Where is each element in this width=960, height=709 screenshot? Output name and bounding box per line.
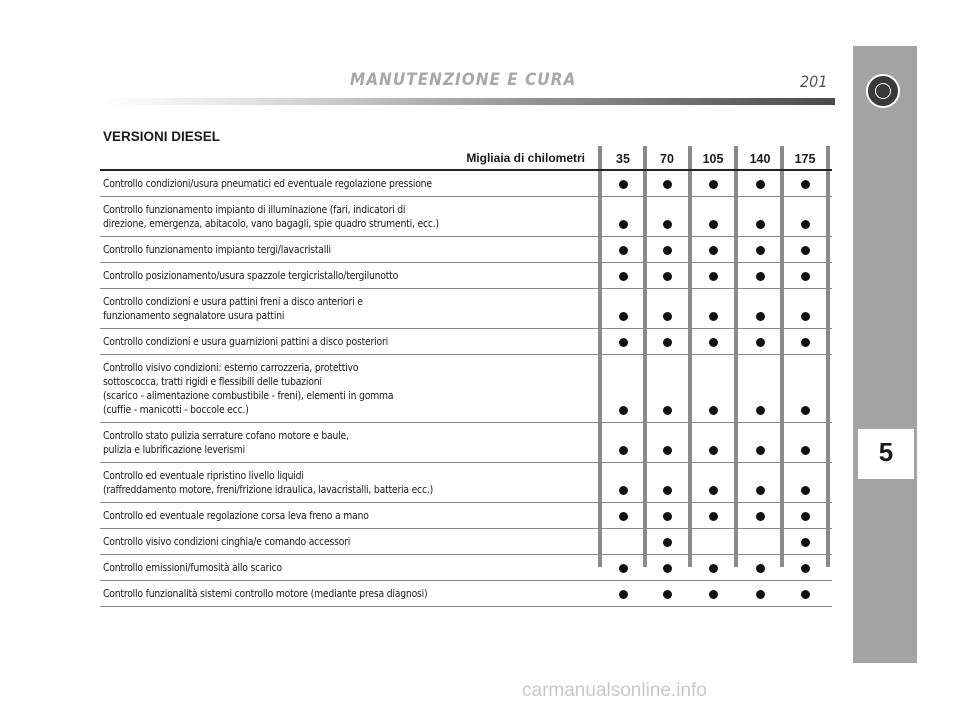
- service-mark-175: [801, 338, 810, 347]
- chapter-side-tab: [853, 46, 917, 663]
- km-column-35: 35: [616, 152, 630, 166]
- service-mark-105: [709, 246, 718, 255]
- header-rule: [100, 98, 835, 105]
- service-mark-175: [801, 486, 810, 495]
- service-mark-105: [709, 220, 718, 229]
- service-mark-105: [709, 312, 718, 321]
- row-description: (cuffie - manicotti - boccole ecc.): [103, 404, 249, 416]
- row-description: Controllo visivo condizioni cinghia/e comando accessori: [103, 536, 351, 548]
- service-mark-140: [756, 220, 765, 229]
- row-description: Controllo emissioni/fumosità allo scarico: [103, 562, 282, 574]
- service-mark-105: [709, 486, 718, 495]
- row-description: Controllo condizioni e usura guarnizioni pattini a disco posteriori: [103, 336, 388, 348]
- row-description: Controllo condizioni/usura pneumatici ed eventuale regolazione pressione: [103, 178, 432, 190]
- page-number: 201: [800, 72, 828, 91]
- service-mark-70: [663, 338, 672, 347]
- service-mark-175: [801, 590, 810, 599]
- row-separator: [100, 606, 832, 607]
- row-description: Controllo ed eventuale ripristino livello liquidi: [103, 470, 304, 482]
- service-mark-35: [619, 564, 628, 573]
- km-column-70: 70: [660, 152, 674, 166]
- service-mark-140: [756, 338, 765, 347]
- section-title: VERSIONI DIESEL: [103, 129, 221, 144]
- service-mark-175: [801, 180, 810, 189]
- row-description: (raffreddamento motore, freni/frizione idraulica, lavacristalli, batteria ecc.): [103, 484, 434, 496]
- row-description: Controllo funzionamento impianto di illuminazione (fari, indicatori di: [103, 204, 406, 216]
- table-header-rule: [100, 169, 832, 171]
- row-description: sottoscocca, tratti rigidi e flessibili delle tubazioni: [103, 376, 322, 388]
- row-description: Controllo posizionamento/usura spazzole tergicristallo/tergilunotto: [103, 270, 399, 282]
- service-mark-140: [756, 512, 765, 521]
- row-description: (scarico - alimentazione combustibile - freni), elementi in gomma: [103, 390, 394, 402]
- service-mark-70: [663, 406, 672, 415]
- service-mark-70: [663, 486, 672, 495]
- row-description: Controllo condizioni e usura pattini freni a disco anteriori e: [103, 296, 363, 308]
- service-mark-175: [801, 538, 810, 547]
- service-mark-140: [756, 312, 765, 321]
- row-description: Controllo funzionamento impianto tergi/lavacristalli: [103, 244, 331, 256]
- row-separator: [100, 528, 832, 529]
- service-mark-105: [709, 512, 718, 521]
- column-divider: [734, 146, 738, 567]
- service-mark-70: [663, 220, 672, 229]
- chapter-number: 5: [878, 437, 894, 467]
- service-mark-35: [619, 246, 628, 255]
- service-mark-70: [663, 246, 672, 255]
- service-mark-140: [756, 246, 765, 255]
- row-description: pulizia e lubrificazione leverismi: [103, 444, 245, 456]
- row-separator: [100, 462, 832, 463]
- row-separator: [100, 580, 832, 581]
- watermark: carmanualsonline.info: [522, 680, 707, 701]
- column-divider: [598, 146, 602, 567]
- service-mark-35: [619, 512, 628, 521]
- service-mark-35: [619, 220, 628, 229]
- row-separator: [100, 288, 832, 289]
- service-mark-140: [756, 564, 765, 573]
- row-separator: [100, 196, 832, 197]
- chapter-box: [858, 429, 914, 479]
- row-description: funzionamento segnalatore usura pattini: [103, 310, 285, 322]
- service-mark-140: [756, 486, 765, 495]
- service-mark-175: [801, 446, 810, 455]
- service-mark-140: [756, 446, 765, 455]
- service-mark-35: [619, 312, 628, 321]
- service-mark-70: [663, 446, 672, 455]
- service-mark-175: [801, 246, 810, 255]
- row-separator: [100, 502, 832, 503]
- service-mark-175: [801, 406, 810, 415]
- km-header-label: Migliaia di chilometri: [466, 151, 585, 165]
- row-description: Controllo funzionalità sistemi controllo motore (mediante presa diagnosi): [103, 588, 428, 600]
- row-description: Controllo ed eventuale regolazione corsa leva freno a mano: [103, 510, 369, 522]
- service-mark-105: [709, 564, 718, 573]
- column-divider: [780, 146, 784, 567]
- service-mark-70: [663, 180, 672, 189]
- service-mark-70: [663, 564, 672, 573]
- service-mark-35: [619, 446, 628, 455]
- row-separator: [100, 236, 832, 237]
- alfa-romeo-logo-icon: [866, 74, 900, 108]
- service-mark-70: [663, 512, 672, 521]
- service-mark-175: [801, 512, 810, 521]
- service-mark-140: [756, 180, 765, 189]
- row-separator: [100, 328, 832, 329]
- service-mark-105: [709, 338, 718, 347]
- service-mark-35: [619, 406, 628, 415]
- service-mark-175: [801, 564, 810, 573]
- service-mark-35: [619, 590, 628, 599]
- service-mark-35: [619, 272, 628, 281]
- service-mark-70: [663, 538, 672, 547]
- service-mark-105: [709, 406, 718, 415]
- row-description: direzione, emergenza, abitacolo, vano bagagli, spie quadro strumenti, ecc.): [103, 218, 439, 230]
- km-column-140: 140: [749, 152, 771, 166]
- service-mark-105: [709, 590, 718, 599]
- service-mark-35: [619, 180, 628, 189]
- page-title: MANUTENZIONE E CURA: [350, 70, 577, 90]
- service-mark-105: [709, 446, 718, 455]
- service-mark-35: [619, 338, 628, 347]
- service-mark-140: [756, 590, 765, 599]
- service-mark-105: [709, 272, 718, 281]
- row-description: Controllo visivo condizioni: esterno carrozzeria, protettivo: [103, 362, 359, 374]
- service-mark-175: [801, 220, 810, 229]
- row-separator: [100, 554, 832, 555]
- service-mark-35: [619, 486, 628, 495]
- service-mark-140: [756, 406, 765, 415]
- row-separator: [100, 262, 832, 263]
- column-divider: [688, 146, 692, 567]
- service-mark-175: [801, 272, 810, 281]
- km-column-105: 105: [702, 152, 724, 166]
- service-mark-70: [663, 312, 672, 321]
- row-separator: [100, 422, 832, 423]
- service-mark-70: [663, 272, 672, 281]
- service-mark-175: [801, 312, 810, 321]
- row-description: Controllo stato pulizia serrature cofano motore e baule,: [103, 430, 349, 442]
- column-divider: [643, 146, 647, 567]
- service-mark-70: [663, 590, 672, 599]
- column-divider: [826, 146, 830, 567]
- km-column-175: 175: [794, 152, 816, 166]
- service-mark-140: [756, 272, 765, 281]
- row-separator: [100, 354, 832, 355]
- service-mark-105: [709, 180, 718, 189]
